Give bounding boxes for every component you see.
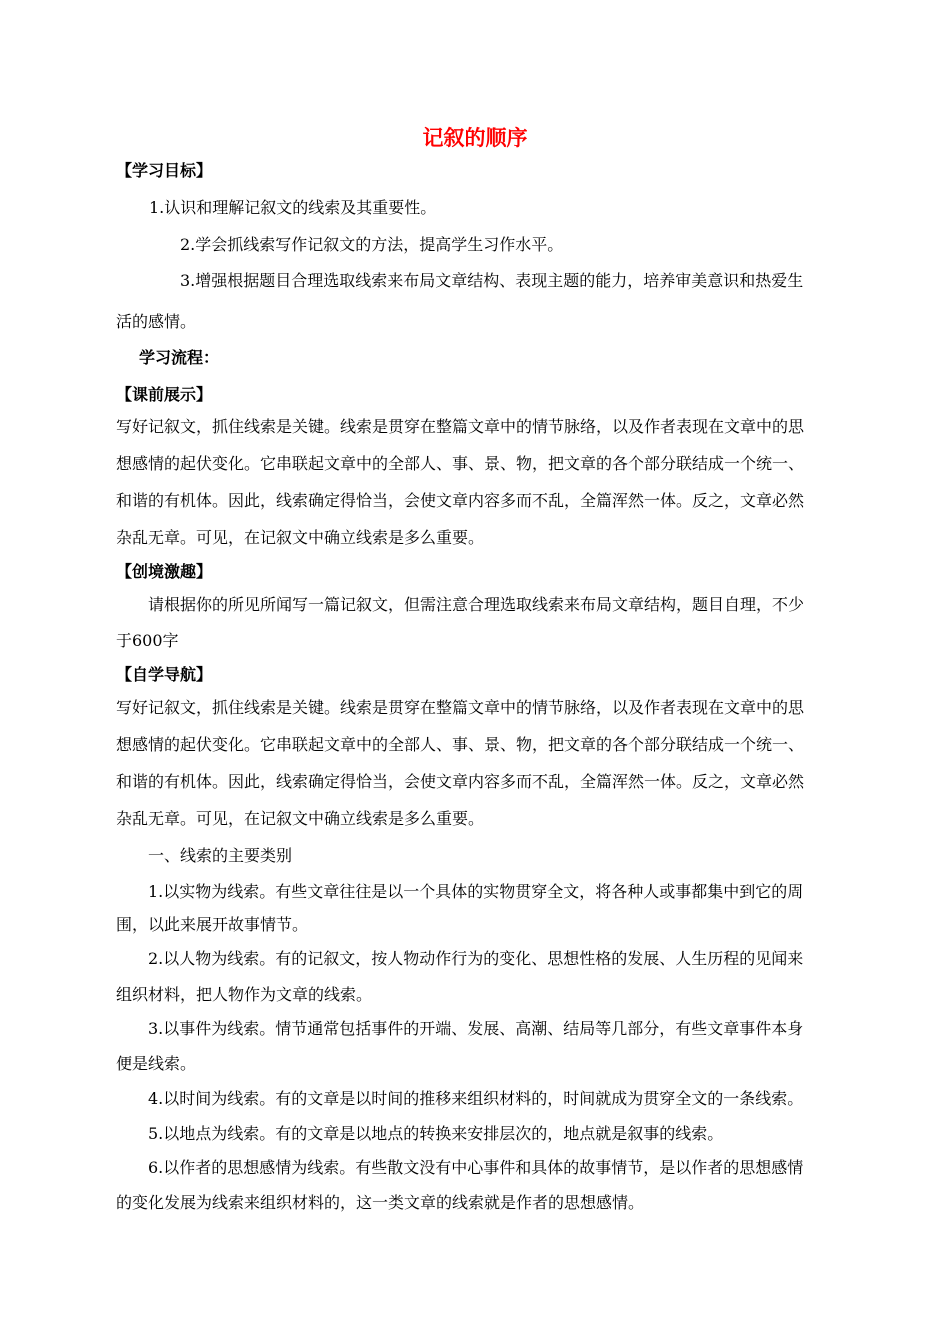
clue-type-item: 2.以人物为线索。有的记叙文，按人物动作行为的变化、思想性格的发展、人生历程的见闻来 — [148, 949, 804, 968]
goal-item-continuation: 活的感情。 — [116, 312, 197, 331]
scenario-line: 于600字 — [116, 631, 179, 650]
flow-heading: 学习流程： — [139, 348, 220, 367]
clue-type-item: 便是线索。 — [116, 1054, 197, 1073]
preview-line: 写好记叙文，抓住线索是关键。线索是贯穿在整篇文章中的情节脉络，以及作者表现在文章中的思 — [116, 417, 805, 436]
goal-item: 3.增强根据题目合理选取线索来布局文章结构、表现主题的能力，培养审美意识和热爱生 — [180, 271, 804, 290]
goals-heading: 【学习目标】 — [116, 161, 213, 180]
section-title: 一、线索的主要类别 — [148, 846, 293, 865]
goal-item: 1.认识和理解记叙文的线索及其重要性。 — [149, 198, 437, 217]
self-study-line: 杂乱无章。可见，在记叙文中确立线索是多么重要。 — [116, 809, 485, 828]
clue-type-item: 1.以实物为线索。有些文章往往是以一个具体的实物贯穿全文，将各种人或事都集中到它的周 — [148, 882, 804, 901]
goal-item: 2.学会抓线索写作记叙文的方法，提高学生习作水平。 — [180, 235, 564, 254]
preview-heading: 【课前展示】 — [116, 385, 213, 404]
clue-type-item: 6.以作者的思想感情为线索。有些散文没有中心事件和具体的故事情节，是以作者的思想感情 — [148, 1158, 804, 1177]
clue-type-item: 4.以时间为线索。有的文章是以时间的推移来组织材料的，时间就成为贯穿全文的一条线索。 — [148, 1089, 804, 1108]
clue-type-item: 3.以事件为线索。情节通常包括事件的开端、发展、高潮、结局等几部分，有些文章事件本身 — [148, 1019, 804, 1038]
clue-type-item: 5.以地点为线索。有的文章是以地点的转换来安排层次的，地点就是叙事的线索。 — [148, 1124, 724, 1143]
page-title: 记叙的顺序 — [422, 126, 528, 150]
preview-line: 想感情的起伏变化。它串联起文章中的全部人、事、景、物，把文章的各个部分联结成一个统一、 — [116, 454, 805, 473]
self-study-line: 想感情的起伏变化。它串联起文章中的全部人、事、景、物，把文章的各个部分联结成一个统一、 — [116, 735, 805, 754]
preview-line: 杂乱无章。可见，在记叙文中确立线索是多么重要。 — [116, 528, 485, 547]
scenario-line: 请根据你的所见所闻写一篇记叙文，但需注意合理选取线索来布局文章结构，题目自理，不少 — [148, 595, 805, 614]
preview-line: 和谐的有机体。因此，线索确定得恰当，会使文章内容多而不乱，全篇浑然一体。反之，文章必然 — [116, 491, 805, 510]
scenario-heading: 【创境激趣】 — [116, 562, 213, 581]
self-study-line: 写好记叙文，抓住线索是关键。线索是贯穿在整篇文章中的情节脉络，以及作者表现在文章中的思 — [116, 698, 805, 717]
clue-type-item: 围，以此来展开故事情节。 — [116, 915, 309, 934]
self-study-line: 和谐的有机体。因此，线索确定得恰当，会使文章内容多而不乱，全篇浑然一体。反之，文章必然 — [116, 772, 805, 791]
self-study-heading: 【自学导航】 — [116, 665, 213, 684]
clue-type-item: 的变化发展为线索来组织材料的，这一类文章的线索就是作者的思想感情。 — [116, 1193, 645, 1212]
clue-type-item: 组织材料，把人物作为文章的线索。 — [116, 985, 373, 1004]
